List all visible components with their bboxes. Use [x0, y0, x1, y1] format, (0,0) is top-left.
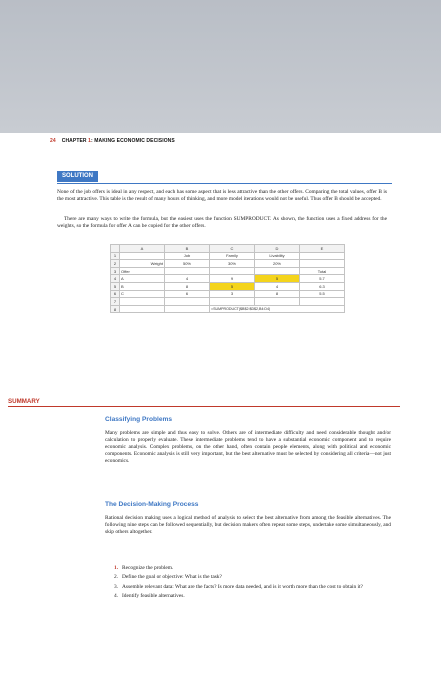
- running-head: [50, 138, 175, 144]
- row-header: 3: [111, 267, 120, 275]
- cell: 4: [255, 282, 300, 290]
- cell: [210, 267, 255, 275]
- cell: Job: [165, 252, 210, 260]
- solution-label: SOLUTION: [57, 171, 98, 182]
- cell: Weight: [120, 260, 165, 268]
- step-text: Assemble relevant data: What are the facts? Is more data needed, and is it worth more than the cost to obtain it?: [122, 583, 363, 590]
- formula-cell: =SUMPRODUCT($B$2:$D$2,B4:D4): [210, 305, 345, 313]
- cell: 5.5: [300, 290, 345, 298]
- solution-paragraph-2: There are many ways to write the formula, but the easiest uses the function SUMPRODUCT. As shown, the function uses a fixed address for the weights, so the formula for offer A can be copied for the other offers.: [57, 216, 387, 229]
- step-number: 4.: [114, 593, 119, 600]
- cell: [120, 252, 165, 260]
- cell: 6: [165, 290, 210, 298]
- row-header: 7: [111, 298, 120, 306]
- solution-paragraph-1: None of the job offers is ideal in any respect, and each has some aspect that is less attractive than the other offers. Comparing the total values, offer B is the most attractive. This table is the result of many hours of thinking, and more model iterations would not be useful. Thus offer B should be accepted.: [57, 189, 387, 202]
- cell: 8: [255, 290, 300, 298]
- column-header: A: [120, 245, 165, 253]
- cell: [120, 305, 165, 313]
- list-item: [114, 593, 390, 600]
- list-item: [114, 574, 390, 581]
- cell: [165, 305, 210, 313]
- corner-cell: [111, 245, 120, 253]
- section-heading-classifying: Classifying Problems: [105, 416, 173, 423]
- step-number: 3.: [114, 583, 119, 590]
- page-number: 24: [50, 138, 56, 144]
- cell: [300, 260, 345, 268]
- list-item: [114, 584, 390, 591]
- cell: 4: [165, 275, 210, 283]
- column-header: E: [300, 245, 345, 253]
- highlighted-cell: 5: [210, 282, 255, 290]
- cell: 30%: [210, 260, 255, 268]
- column-header: D: [255, 245, 300, 253]
- cell: B: [120, 282, 165, 290]
- section-paragraph-classifying: Many problems are simple and thus easy to solve. Others are of intermediate difficulty and need considerable thought and/or calculation to properly evaluate. These intermediate problems tend to have a substantial economic component and to require economic analysis. Complex problems, on the other hand, often contain people elements, along with political and economic components. Economic analysis is still very important, but the best alternative must be selected by considering all criteria—not just economics.: [105, 430, 391, 464]
- list-item: [114, 565, 390, 572]
- cell: Total: [300, 267, 345, 275]
- cell: 6.3: [300, 282, 345, 290]
- step-text: Identify feasible alternatives.: [122, 593, 185, 600]
- highlighted-cell: 5: [255, 275, 300, 283]
- chapter-prefix: CHAPTER: [61, 138, 89, 144]
- cell: 3: [210, 290, 255, 298]
- viewer-background: [0, 0, 441, 133]
- row-header: 8: [111, 305, 120, 313]
- row-header: 2: [111, 260, 120, 268]
- cell: [300, 252, 345, 260]
- solution-rule: [57, 183, 392, 184]
- cell: C: [120, 290, 165, 298]
- step-number: 1.: [114, 565, 119, 571]
- cell: [120, 298, 165, 306]
- cell: Family: [210, 252, 255, 260]
- spreadsheet: [110, 244, 345, 313]
- step-text: Define the goal or objective: What is the task?: [122, 574, 222, 581]
- cell: 9: [210, 275, 255, 283]
- cell: Livability: [255, 252, 300, 260]
- cell: 50%: [165, 260, 210, 268]
- cell: [300, 298, 345, 306]
- chapter-title: : MAKING ECONOMIC DECISIONS: [91, 138, 175, 144]
- chapter-number: 1: [88, 138, 92, 144]
- cell: 20%: [255, 260, 300, 268]
- cell: [255, 267, 300, 275]
- cell: [255, 298, 300, 306]
- cell: 5.7: [300, 275, 345, 283]
- row-header: 4: [111, 275, 120, 283]
- cell: Offer: [120, 267, 165, 275]
- cell: [210, 298, 255, 306]
- section-paragraph-decision-process: Rational decision making uses a logical method of analysis to select the best alternative from among the feasible alternatives. The following nine steps can be followed sequentially, but decision makers often repeat some steps, undertake some simultaneously, and skip others altogether.: [105, 515, 391, 535]
- cell: 8: [165, 282, 210, 290]
- summary-rule: [8, 406, 400, 407]
- summary-title: SUMMARY: [8, 398, 40, 405]
- cell: A: [120, 275, 165, 283]
- cell: [165, 267, 210, 275]
- column-header: C: [210, 245, 255, 253]
- step-text: Recognize the problem.: [122, 565, 174, 571]
- step-number: 2.: [114, 574, 119, 581]
- column-header: B: [165, 245, 210, 253]
- row-header: 6: [111, 290, 120, 298]
- row-header: 5: [111, 282, 120, 290]
- row-header: 1: [111, 252, 120, 260]
- decision-steps-list: [114, 565, 390, 603]
- cell: [165, 298, 210, 306]
- section-heading-decision-process: The Decision-Making Process: [105, 501, 199, 508]
